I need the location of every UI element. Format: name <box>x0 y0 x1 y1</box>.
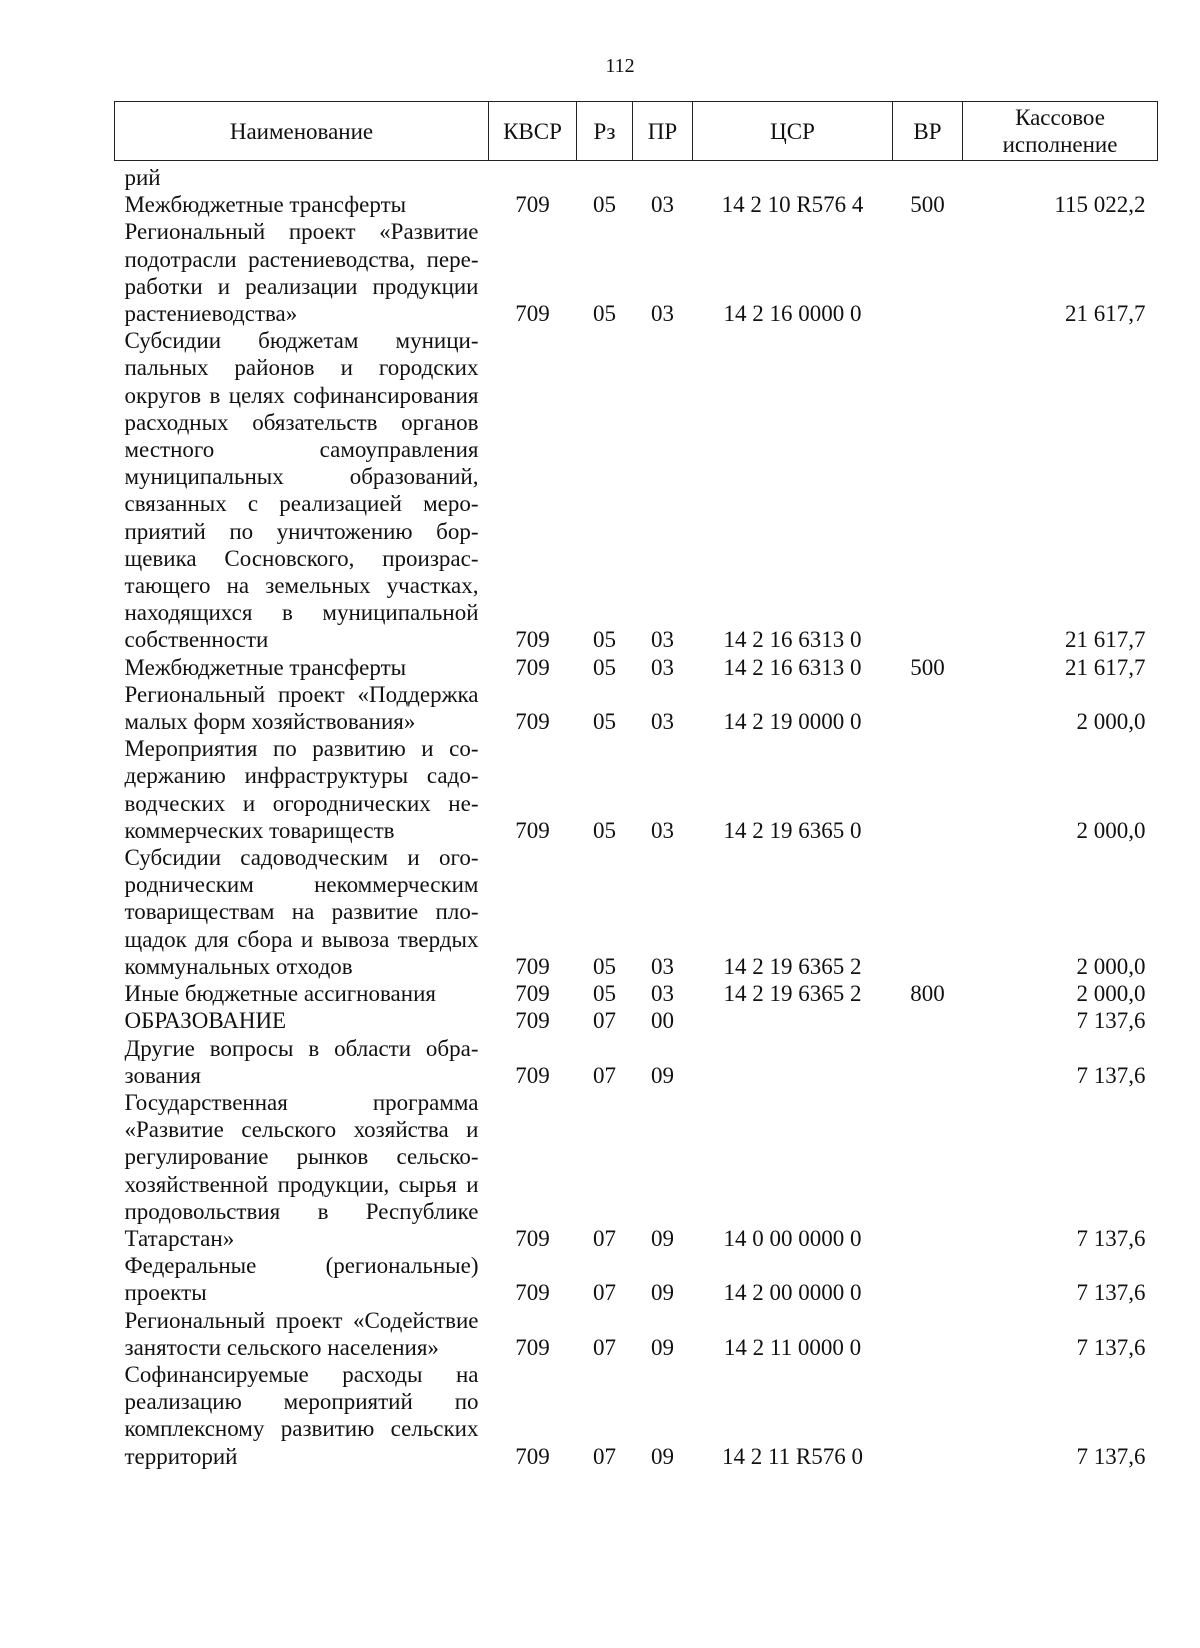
row-sum: 21 617,7 <box>1065 627 1146 653</box>
table-row <box>115 218 1158 327</box>
row-csr <box>693 161 893 192</box>
row-kvsr: 709 <box>515 1062 550 1088</box>
row-vr <box>893 735 963 844</box>
row-sum: 2 000,0 <box>1076 981 1146 1007</box>
row-kvsr: 709 <box>515 654 550 680</box>
row-pr: 09 <box>651 1443 674 1469</box>
row-vr: 800 <box>910 981 945 1007</box>
row-vr: 500 <box>910 654 945 680</box>
row-name: Межбюджетные трансферты <box>124 654 407 680</box>
row-pr: 09 <box>651 1280 674 1306</box>
row-csr: 14 2 19 6365 2 <box>723 981 862 1007</box>
row-csr: 14 2 19 6365 2 <box>723 953 862 979</box>
table-row <box>115 1307 1158 1361</box>
header-pr: ПР <box>633 102 693 161</box>
row-rz: 07 <box>593 1225 616 1251</box>
row-csr: 14 0 00 0000 0 <box>723 1225 862 1251</box>
row-sum <box>963 161 1158 192</box>
row-pr: 03 <box>651 709 674 735</box>
row-kvsr <box>489 161 577 192</box>
row-csr: 14 2 00 0000 0 <box>723 1280 862 1306</box>
table-row <box>115 161 1158 192</box>
row-name: Межбюджетные трансферты <box>124 192 407 218</box>
row-kvsr: 709 <box>515 709 550 735</box>
row-vr <box>893 1007 963 1034</box>
row-kvsr: 709 <box>515 627 550 653</box>
row-sum: 2 000,0 <box>1076 953 1146 979</box>
row-sum: 7 137,6 <box>1076 1280 1146 1306</box>
row-rz: 05 <box>593 192 616 218</box>
table-row <box>115 844 1158 980</box>
row-pr: 03 <box>651 817 674 843</box>
row-sum: 2 000,0 <box>1076 817 1146 843</box>
row-kvsr: 709 <box>515 953 550 979</box>
header-sum: Кассовое исполнение <box>963 102 1158 161</box>
row-vr <box>893 218 963 327</box>
table-row <box>115 1007 1158 1034</box>
row-csr: 14 2 19 0000 0 <box>723 709 862 735</box>
row-kvsr: 709 <box>515 981 550 1007</box>
header-row <box>115 102 1158 161</box>
page-number: 112 <box>605 55 635 77</box>
row-name: Региональный проект «Содействие занятости сельского населения» <box>124 1307 479 1360</box>
row-sum: 2 000,0 <box>1076 709 1146 735</box>
header-csr: ЦСР <box>693 102 893 161</box>
row-rz: 07 <box>593 1443 616 1469</box>
row-csr: 14 2 11 R576 0 <box>722 1443 863 1469</box>
row-sum: 115 022,2 <box>1054 192 1146 218</box>
row-csr <box>693 1035 893 1089</box>
row-pr: 00 <box>651 1008 674 1034</box>
row-kvsr: 709 <box>515 1443 550 1469</box>
row-sum: 21 617,7 <box>1065 654 1146 680</box>
row-csr: 14 2 11 0000 0 <box>723 1334 862 1360</box>
row-sum: 7 137,6 <box>1076 1008 1146 1034</box>
budget-execution-table <box>114 101 1158 1470</box>
header-name: Наименование <box>115 102 489 161</box>
table-row <box>115 327 1158 653</box>
row-sum: 7 137,6 <box>1076 1334 1146 1360</box>
header-rz: Рз <box>577 102 633 161</box>
row-vr: 500 <box>910 192 945 218</box>
row-sum: 7 137,6 <box>1076 1062 1146 1088</box>
table-row <box>115 980 1158 1007</box>
row-kvsr: 709 <box>515 301 550 327</box>
row-vr <box>893 844 963 980</box>
row-pr: 09 <box>651 1062 674 1088</box>
row-sum: 7 137,6 <box>1076 1225 1146 1251</box>
row-pr: 03 <box>651 192 674 218</box>
row-kvsr: 709 <box>515 1334 550 1360</box>
header-vr: ВР <box>893 102 963 161</box>
row-name: ОБРАЗОВАНИЕ <box>124 1008 287 1034</box>
row-pr: 03 <box>651 981 674 1007</box>
row-kvsr: 709 <box>515 1008 550 1034</box>
table-row <box>115 681 1158 735</box>
row-rz: 07 <box>593 1008 616 1034</box>
row-name: Иные бюджетные ассигнования <box>124 981 436 1007</box>
row-sum: 7 137,6 <box>1076 1443 1146 1469</box>
row-rz: 05 <box>593 627 616 653</box>
row-sum: 21 617,7 <box>1065 301 1146 327</box>
row-pr: 03 <box>651 654 674 680</box>
row-name: Мероприятия по развитию и содержанию инфраструктуры садоводческих и огороднических некоммерческих товариществ <box>124 736 479 843</box>
table-header <box>115 102 1158 161</box>
row-rz: 05 <box>593 817 616 843</box>
row-vr <box>893 1252 963 1306</box>
row-vr <box>893 1361 963 1470</box>
row-rz: 07 <box>593 1334 616 1360</box>
table-row <box>115 1252 1158 1306</box>
row-csr: 14 2 16 6313 0 <box>723 627 862 653</box>
row-pr <box>633 161 693 192</box>
row-vr <box>893 1089 963 1252</box>
row-name: Государственная программа «Развитие сельского хозяйства и регулирование рынков сельскохозяйственной продукции, сырья и продовольствия в Республике Татарстан» <box>124 1089 479 1251</box>
row-name: рий <box>124 165 161 190</box>
row-vr <box>893 1307 963 1361</box>
row-pr: 09 <box>651 1225 674 1251</box>
row-rz: 05 <box>593 981 616 1007</box>
row-csr: 14 2 19 6365 0 <box>723 817 862 843</box>
row-rz: 05 <box>593 301 616 327</box>
row-name: Региональный проект «Поддержка малых форм хозяйствования» <box>124 681 479 735</box>
row-rz: 07 <box>593 1280 616 1306</box>
row-pr: 03 <box>651 627 674 653</box>
row-rz: 05 <box>593 709 616 735</box>
table-row <box>115 735 1158 844</box>
row-kvsr: 709 <box>515 192 550 218</box>
row-rz: 07 <box>593 1062 616 1088</box>
row-name: Другие вопросы в области образования <box>124 1035 479 1088</box>
table-row <box>115 1035 1158 1089</box>
row-pr: 09 <box>651 1334 674 1360</box>
table-row <box>115 654 1158 681</box>
row-pr: 03 <box>651 301 674 327</box>
table-row <box>115 1361 1158 1470</box>
row-rz: 05 <box>593 654 616 680</box>
row-csr: 14 2 16 6313 0 <box>723 654 862 680</box>
row-vr <box>893 161 963 192</box>
row-csr: 14 2 10 R576 4 <box>721 192 864 218</box>
row-csr <box>693 1007 893 1034</box>
row-name: Субсидии бюджетам муниципальных районов и городских округов в целях софинансирования расходных обязательств органов местного самоуправления муниципальных образований, связанных с реализацией мероприятий по уничтожению борщевика Сосновского, произрастающего на земельных участках, находящихся в муниципальной собственности <box>124 328 479 653</box>
row-pr: 03 <box>651 953 674 979</box>
row-rz: 05 <box>593 953 616 979</box>
row-vr <box>893 1035 963 1089</box>
row-vr <box>893 327 963 653</box>
row-rz <box>577 161 633 192</box>
row-csr: 14 2 16 0000 0 <box>723 301 862 327</box>
row-name: Федеральные (региональные) проекты <box>124 1253 479 1306</box>
row-kvsr: 709 <box>515 1225 550 1251</box>
table-row <box>115 191 1158 218</box>
row-name: Региональный проект «Развитие подотрасли растениеводства, переработки и реализации продукции растениеводства» <box>124 219 479 327</box>
row-kvsr: 709 <box>515 1280 550 1306</box>
table-body <box>115 161 1158 1470</box>
header-kvsr: КВСР <box>489 102 577 161</box>
table-row <box>115 1089 1158 1252</box>
row-name: Софинансируемые расходы на реализацию мероприятий по комплексному развитию сельских территорий <box>124 1361 479 1469</box>
row-kvsr: 709 <box>515 817 550 843</box>
row-vr <box>893 681 963 735</box>
row-name: Субсидии садоводческим и огородническим некоммерческим товариществам на развитие площадок для сбора и вывоза твердых коммунальных отходов <box>124 845 479 979</box>
